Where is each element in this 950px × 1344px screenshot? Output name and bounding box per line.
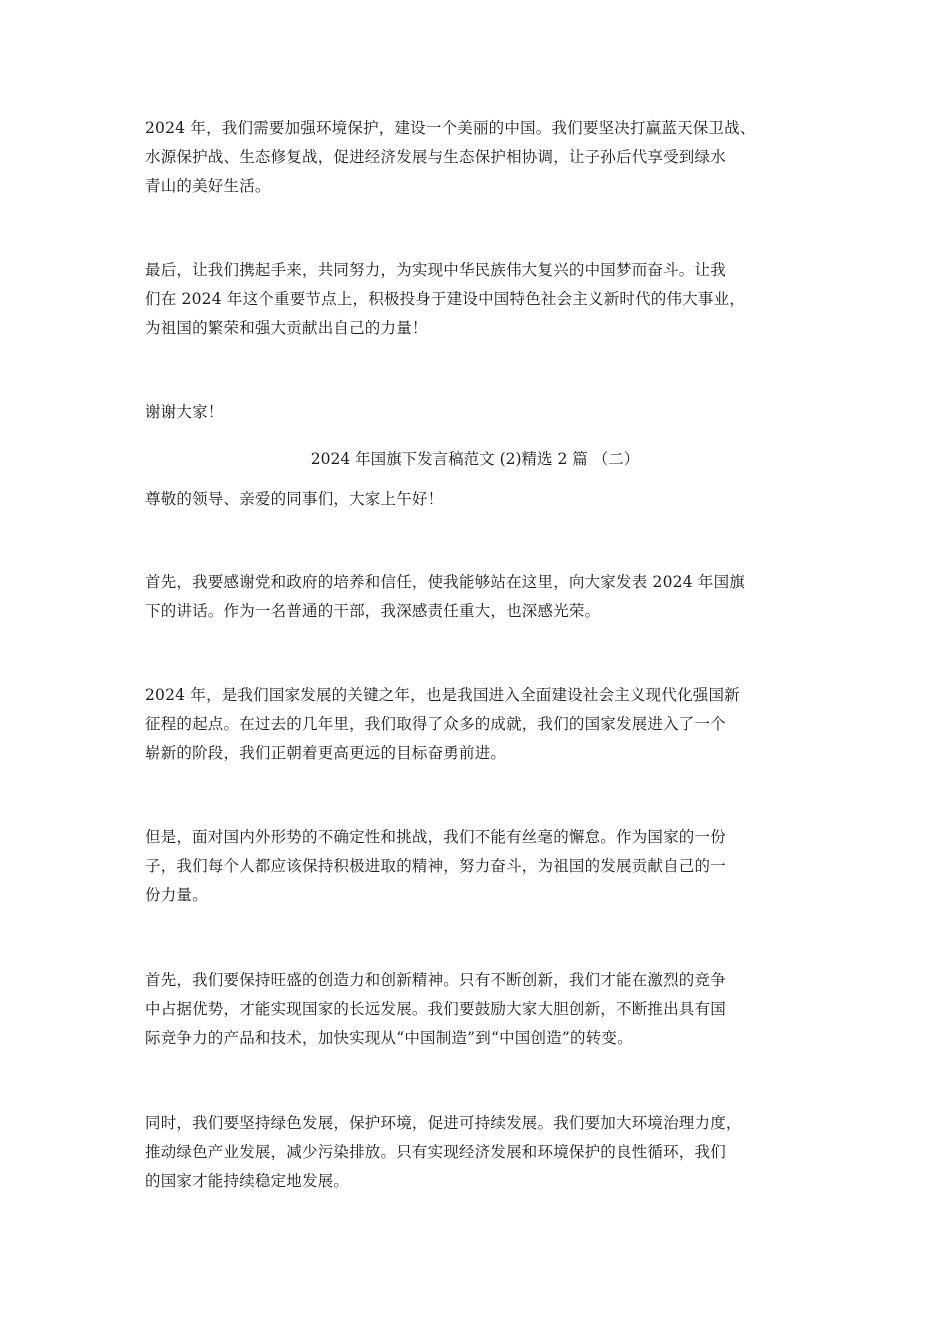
section-subtitle: 2024 年国旗下发言稿范文 (2)精选 2 篇 （二） (310, 450, 640, 468)
text-line: 中占据优势，才能实现国家的长远发展。我们要鼓励大家大胆创新，不断推出具有国 (145, 1000, 726, 1018)
paragraph-innovation (145, 966, 815, 1053)
text-line: 2024 年，我们需要加强环境保护，建设一个美丽的中国。我们要坚决打赢蓝天保卫战、 (145, 119, 756, 137)
paragraph-closing (145, 256, 815, 343)
text-line: 但是，面对国内外形势的不确定性和挑战，我们不能有丝毫的懈怠。作为国家的一份 (145, 828, 726, 846)
text-line: 征程的起点。在过去的几年里，我们取得了众多的成就，我们的国家发展进入了一个 (145, 715, 726, 733)
text-line: 青山的美好生活。 (145, 177, 271, 195)
paragraph-thanks (145, 398, 815, 427)
paragraph-challenges (145, 823, 815, 910)
text-line: 尊敬的领导、亲爱的同事们，大家上午好！ (145, 490, 444, 508)
paragraph-greeting (145, 485, 815, 514)
text-line: 下的讲话。作为一名普通的干部，我深感责任重大，也深感光荣。 (145, 602, 601, 620)
paragraph-green-development (145, 1109, 815, 1196)
text-line: 崭新的阶段，我们正朝着更高更远的目标奋勇前进。 (145, 744, 507, 762)
paragraph-gratitude (145, 568, 815, 626)
text-line: 首先，我要感谢党和政府的培养和信任，使我能够站在这里，向大家发表 2024 年国旗 (145, 573, 746, 591)
text-line: 的国家才能持续稳定地发展。 (145, 1172, 350, 1190)
text-line: 最后，让我们携起手来，共同努力，为实现中华民族伟大复兴的中国梦而奋斗。让我 (145, 261, 726, 279)
text-line: 2024 年，是我们国家发展的关键之年，也是我国进入全面建设社会主义现代化强国新 (145, 686, 740, 704)
text-line: 水源保护战、生态修复战，促进经济发展与生态保护相协调，让子孙后代享受到绿水 (145, 148, 726, 166)
text-line: 首先，我们要保持旺盛的创造力和创新精神。只有不断创新，我们才能在激烈的竞争 (145, 971, 726, 989)
paragraph-key-year (145, 681, 815, 768)
text-line: 际竞争力的产品和技术，加快实现从“中国制造”到“中国创造”的转变。 (145, 1029, 633, 1047)
text-line: 推动绿色产业发展，减少污染排放。只有实现经济发展和环境保护的良性循环，我们 (145, 1143, 726, 1161)
text-line: 子，我们每个人都应该保持积极进取的精神，努力奋斗，为祖国的发展贡献自己的一 (145, 857, 726, 875)
text-line: 们在 2024 年这个重要节点上，积极投身于建设中国特色社会主义新时代的伟大事业， (145, 290, 746, 308)
text-line: 同时，我们要坚持绿色发展，保护环境，促进可持续发展。我们要加大环境治理力度， (145, 1114, 742, 1132)
text-line: 谢谢大家！ (145, 403, 224, 421)
text-line: 为祖国的繁荣和强大贡献出自己的力量！ (145, 319, 428, 337)
paragraph-environment (145, 114, 815, 201)
text-line: 份力量。 (145, 886, 208, 904)
